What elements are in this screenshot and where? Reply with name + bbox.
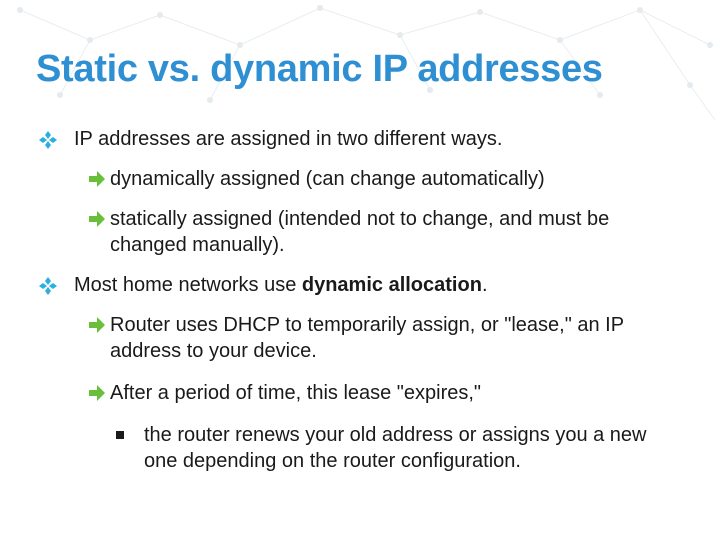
- bullet-text: dynamically assigned (can change automatically): [110, 168, 545, 190]
- bullet-text: the router renews your old address or assigns you a new one depending on the router configuration.: [144, 424, 647, 472]
- bullet-item-3: [88, 206, 688, 258]
- arrow-right-icon: [88, 210, 106, 228]
- arrow-right-icon: [88, 170, 106, 188]
- slide-title: Static vs. dynamic IP addresses: [36, 48, 603, 90]
- bullet-text: statically assigned (intended not to change, and must be changed manually).: [110, 208, 610, 256]
- bullet-text: Most home networks use dynamic allocation.: [74, 274, 488, 296]
- bold-term: dynamic allocation: [301, 274, 482, 296]
- bullet-item-5: [88, 312, 688, 364]
- bullet-text: Router uses DHCP to temporarily assign, or "lease," an IP address to your device.: [110, 314, 624, 362]
- bullet-text: After a period of time, this lease "expires,": [110, 382, 482, 404]
- diamond-bullet-icon: [38, 276, 58, 296]
- arrow-right-icon: [88, 384, 106, 402]
- arrow-right-icon: [88, 316, 106, 334]
- bullet-item-4: [38, 272, 688, 298]
- square-bullet-icon: [116, 431, 124, 439]
- diamond-bullet-icon: [38, 130, 58, 150]
- bullet-item-2: [88, 166, 688, 192]
- bullet-item-1: [38, 126, 688, 152]
- bullet-item-7: [112, 422, 682, 474]
- bullet-item-6: [88, 380, 688, 406]
- bullet-text: IP addresses are assigned in two different ways.: [74, 128, 503, 150]
